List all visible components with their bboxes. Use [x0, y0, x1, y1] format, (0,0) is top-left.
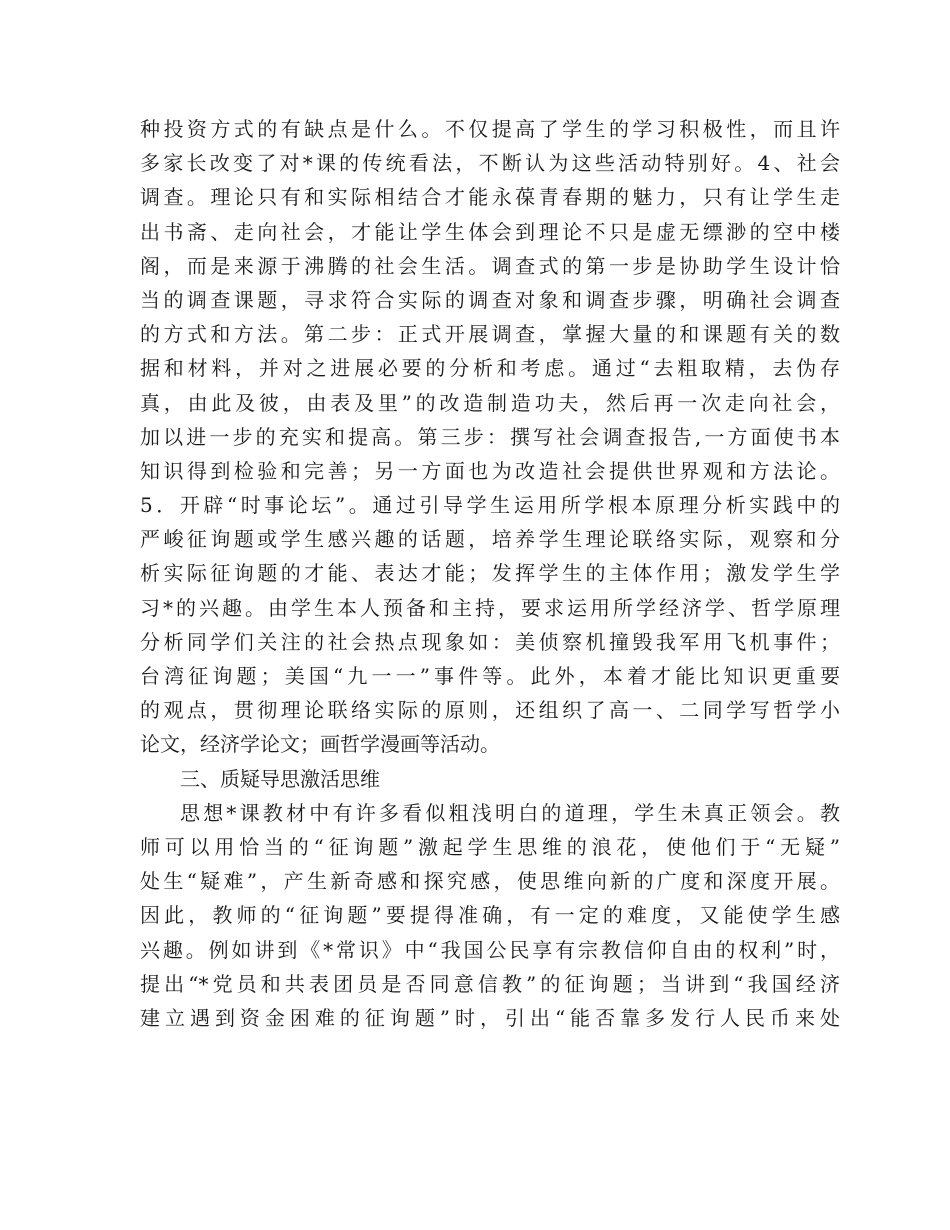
- text-line: 阁，而是来源于沸腾的社会生活。调查式的第一步是协助学生设计恰: [140, 253, 840, 278]
- text-line: 知识得到检验和完善；另一方面也为改造社会提供世界观和方法论。: [140, 458, 840, 483]
- text-line: 多家长改变了对*课的传统看法，不断认为这些活动特别好。4、社会: [140, 151, 840, 176]
- text-line: 调查。理论只有和实际相结合才能永葆青春期的魅力，只有让学生走: [140, 185, 840, 210]
- text-line: 论文，经济学论文；画哲学漫画等活动。: [140, 732, 500, 757]
- text-line: 兴趣。例如讲到《*常识》中“我国公民享有宗教信仰自由的权利”时，: [140, 937, 840, 962]
- text-line: 处生“疑难”，产生新奇感和探究感，使思维向新的广度和深度开展。: [140, 869, 840, 894]
- text-line: 析实际征询题的才能、表达才能；发挥学生的主体作用；激发学生学: [140, 561, 840, 586]
- text-line: 思想*课教材中有许多看似粗浅明白的道理，学生未真正领会。教: [180, 800, 840, 825]
- text-line: 种投资方式的有缺点是什么。不仅提高了学生的学习积极性，而且许: [140, 117, 840, 141]
- text-line: 的观点，贯彻理论联络实际的原则，还组织了高一、二同学写哲学小: [140, 698, 840, 723]
- text-line: 据和材料，并对之进展必要的分析和考虑。通过“去粗取精，去伪存: [140, 356, 840, 381]
- text-line: 的方式和方法。第二步：正式开展调查，掌握大量的和课题有关的数: [140, 322, 840, 347]
- text-line: 当的调查课题，寻求符合实际的调查对象和调查步骤，明确社会调查: [140, 287, 840, 312]
- text-line: 台湾征询题；美国“九一一”事件等。此外，本着才能比知识更重要: [140, 664, 840, 688]
- text-line: 建立遇到资金困难的征询题”时，引出“能否靠多发行人民币来处: [140, 1005, 840, 1030]
- document-body: [140, 112, 840, 1035]
- text-line: 加以进一步的充实和提高。第三步：撰写社会调查报告,一方面使书本: [140, 424, 840, 449]
- text-line: 真，由此及彼，由表及里”的改造制造功夫，然后再一次走向社会，: [140, 390, 840, 415]
- text-line: 师可以用恰当的“征询题”激起学生思维的浪花，使他们于“无疑”: [140, 834, 840, 859]
- text-line: 因此，教师的“征询题”要提得准确，有一定的难度，又能使学生感: [140, 903, 840, 928]
- text-line: 三、质疑导思激活思维: [180, 766, 380, 791]
- text-line: 提出“*党员和共表团员是否同意信教”的征询题；当讲到“我国经济: [140, 971, 840, 996]
- text-line: 习*的兴趣。由学生本人预备和主持，要求运用所学经济学、哲学原理: [140, 595, 840, 620]
- text-line: 严峻征询题或学生感兴趣的话题，培养学生理论联络实际，观察和分: [140, 527, 840, 552]
- text-line: 5．开辟“时事论坛”。通过引导学生运用所学根本原理分析实践中的: [140, 493, 840, 518]
- text-line: 分析同学们关注的社会热点现象如：美侦察机撞毁我军用飞机事件；: [140, 629, 840, 654]
- text-line: 出书斋、走向社会，才能让学生体会到理论不只是虚无缥渺的空中楼: [140, 219, 840, 244]
